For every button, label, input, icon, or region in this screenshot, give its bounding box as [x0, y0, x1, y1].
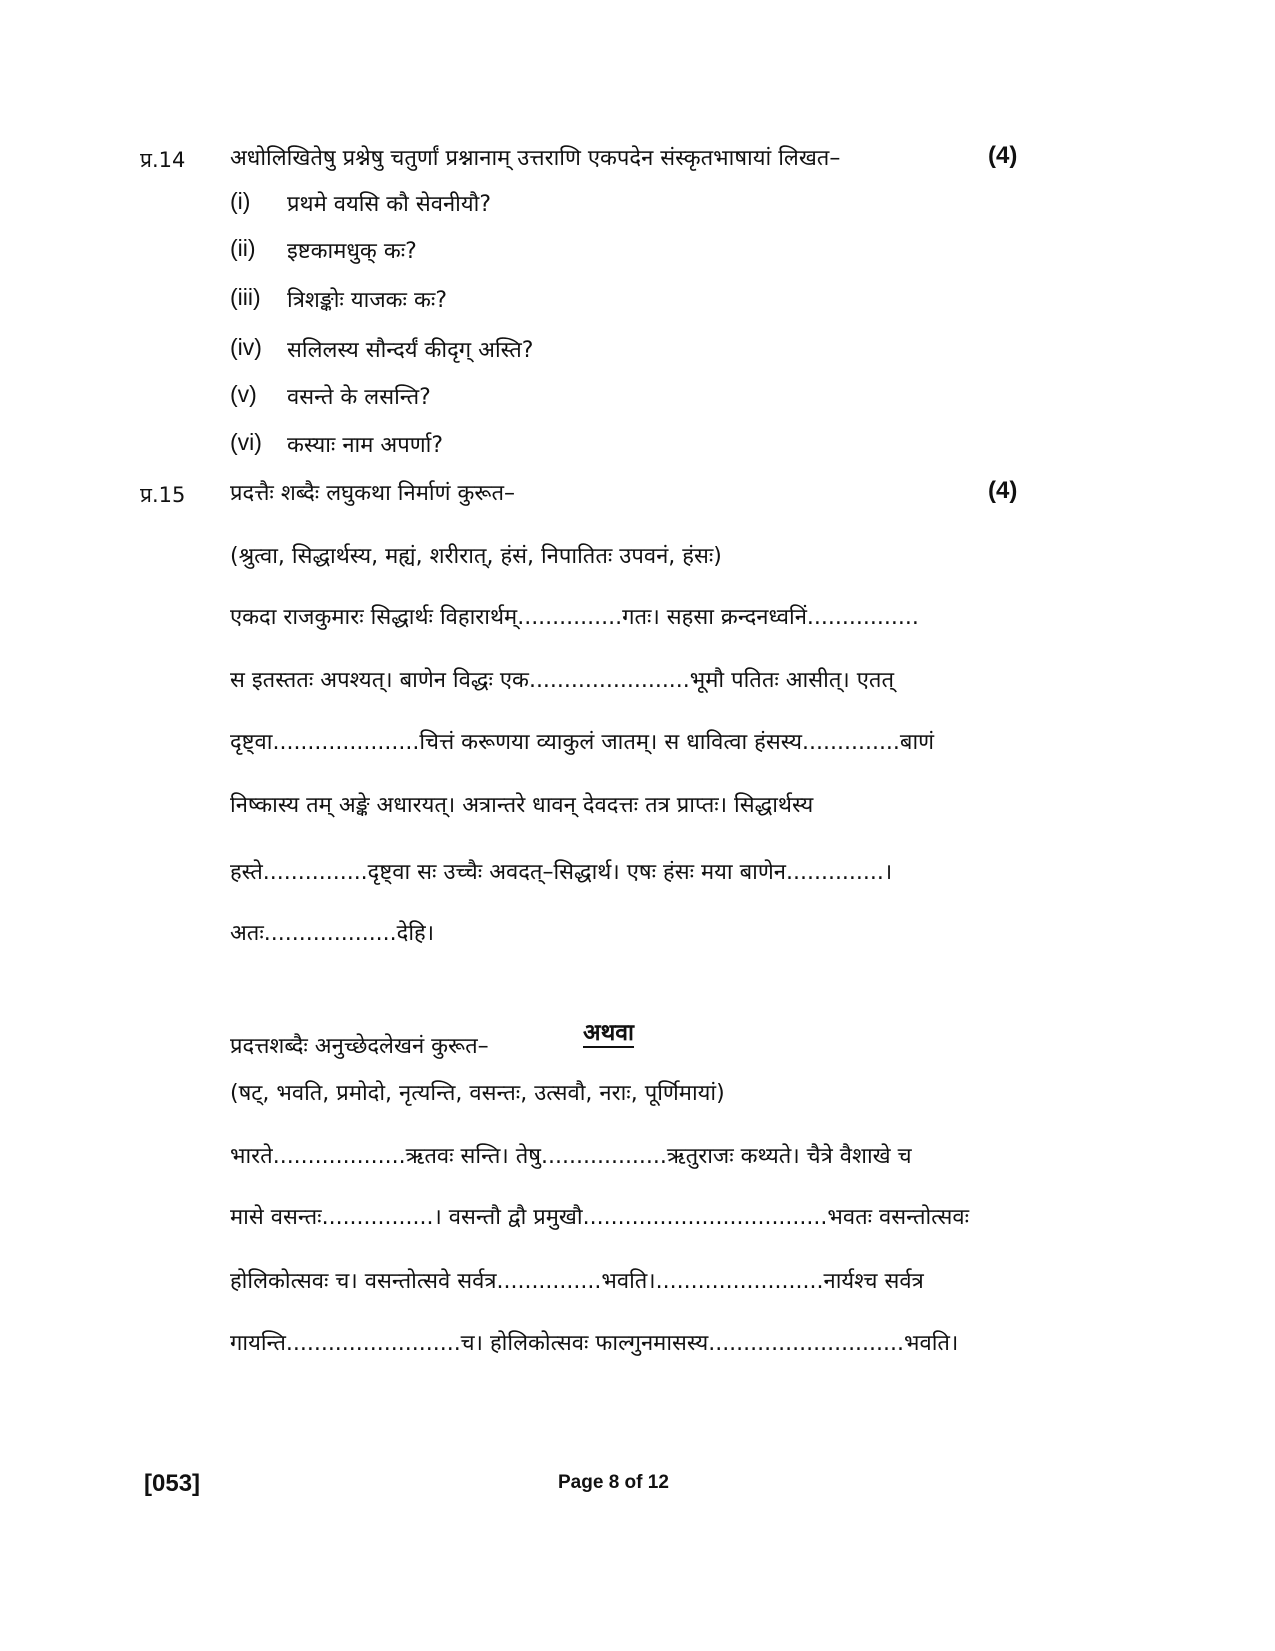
- q14-item-text: इष्टकामधुक् कः?: [287, 239, 417, 264]
- q14-item-text: सलिलस्य सौन्दर्यं कीदृग् अस्ति?: [287, 338, 534, 363]
- q14-item: [230, 284, 447, 314]
- paragraph-line: मासे वसन्तः................। वसन्तौ द्वौ प्रमुखौ...................................भवतः वसन्तोत्सवः: [230, 1205, 970, 1230]
- story-line: स इतस्ततः अपश्यत्। बाणेन विद्धः एक.......................भूमौ पतितः आसीत्। एतत्: [230, 668, 894, 693]
- story-line: हस्ते...............दृष्ट्वा सः उच्चैः अवदत्–सिद्धार्थ। एषः हंसः मया बाणेन..............।: [230, 860, 893, 885]
- q14-number: प्र.14: [140, 148, 186, 172]
- q14-item: [230, 429, 443, 459]
- paragraph-line: भारते...................ऋतवः सन्ति। तेषु..................ऋतुराजः कथ्यते। चैत्रे वैशाखे च: [230, 1144, 912, 1169]
- q14-item-roman: (i): [230, 188, 251, 214]
- q14-item-roman: (iii): [230, 284, 261, 310]
- alt-word-list: (षट्, भवति, प्रमोदो, नृत्यन्ति, वसन्तः, उत्सवौ, नराः, पूर्णिमायां): [230, 1081, 725, 1106]
- paragraph-line: गायन्ति.........................च। होलिकोत्सवः फाल्गुनमासस्य............................भवति।: [230, 1331, 959, 1356]
- q14-item-roman: (iv): [230, 334, 262, 360]
- q15-text: प्रदत्तैः शब्दैः लघुकथा निर्माणं कुरूत–: [230, 481, 515, 506]
- q14-item-text: प्रथमे वयसि कौ सेवनीयौ?: [287, 192, 492, 217]
- q14-item-text: त्रिशङ्कोः याजकः कः?: [287, 288, 447, 313]
- paper-code: [053]: [144, 1470, 201, 1497]
- q14-marks: (4): [988, 142, 1018, 169]
- story-line: दृष्ट्वा.....................चित्तं करूणया व्याकुलं जातम्। स धावित्वा हंसस्य..............बाणं: [230, 730, 935, 755]
- or-heading: अथवा: [583, 1020, 635, 1046]
- q15-marks: (4): [988, 477, 1018, 504]
- q15-number: प्र.15: [140, 483, 186, 507]
- q14-item-text: वसन्ते के लसन्ति?: [287, 385, 431, 410]
- paragraph-line: होलिकोत्सवः च। वसन्तोत्सवे सर्वत्र...............भवति।........................नार्यश्च सर्वत्र: [230, 1269, 924, 1294]
- q14-item: [230, 188, 491, 218]
- story-line: निष्कास्य तम् अङ्के अधारयत्। अत्रान्तरे धावन् देवदत्तः तत्र प्राप्तः। सिद्धार्थस्य: [230, 793, 814, 818]
- q14-item: [230, 334, 533, 364]
- alt-question-text: प्रदत्तशब्दैः अनुच्छेदलेखनं कुरूत–: [230, 1034, 489, 1059]
- page-number: Page 8 of 12: [558, 1472, 669, 1493]
- q14-item-text: कस्याः नाम अपर्णा?: [287, 433, 443, 458]
- q14-item: [230, 235, 417, 265]
- q14-item-roman: (v): [230, 381, 257, 407]
- story-line: एकदा राजकुमारः सिद्धार्थः विहारार्थम्...............गतः। सहसा क्रन्दनध्वनिं................: [230, 605, 919, 630]
- q14-item-roman: (ii): [230, 235, 256, 261]
- q14-text: अधोलिखितेषु प्रश्नेषु चतुर्णां प्रश्नानाम् उत्तराणि एकपदेन संस्कृतभाषायां लिखत–: [230, 146, 841, 171]
- q15-word-list: (श्रुत्वा, सिद्धार्थस्य, मह्यं, शरीरात्, हंसं, निपातितः उपवनं, हंसः): [230, 544, 722, 569]
- story-line: अतः...................देहि।: [230, 921, 435, 946]
- q14-item: [230, 381, 431, 411]
- q14-item-roman: (vi): [230, 429, 262, 455]
